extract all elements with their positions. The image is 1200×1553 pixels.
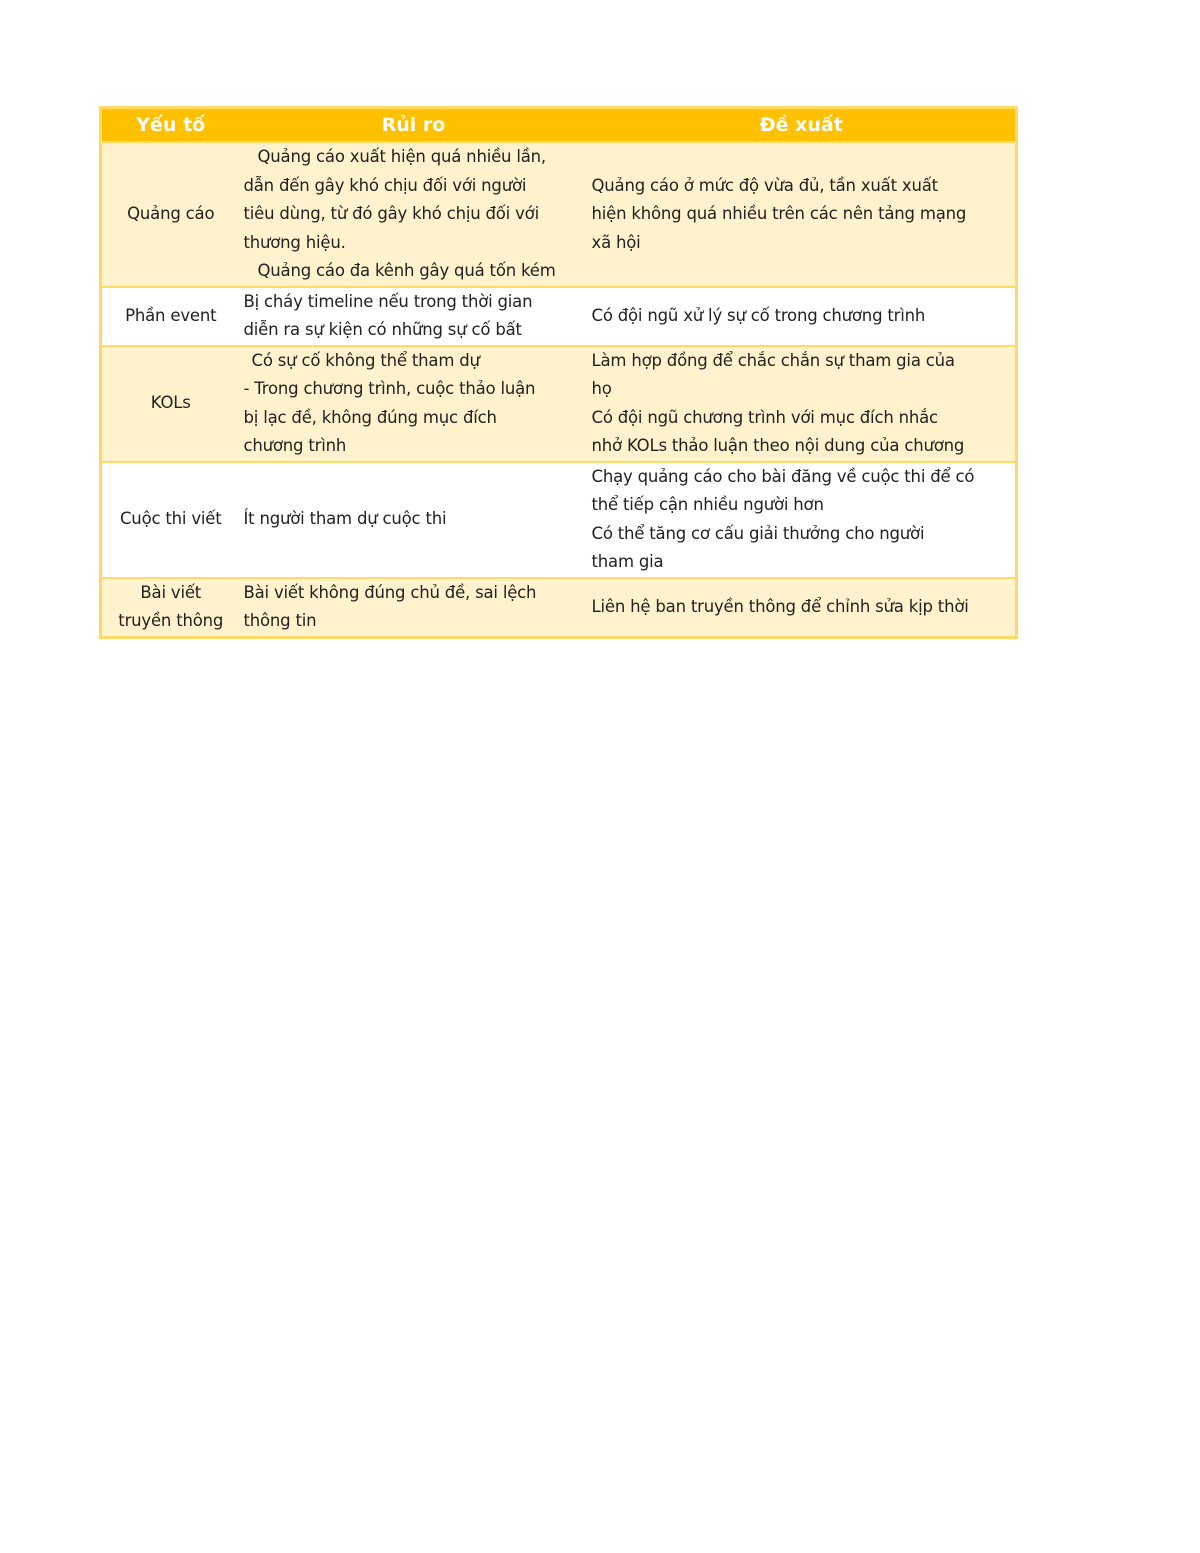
table-row — [101, 142, 1017, 287]
risk-line: tiêu dùng, từ đó gây khó chịu đối với — [243, 204, 539, 223]
proposal-line: tham gia — [591, 552, 664, 571]
risk-line: Quảng cáo xuất hiện quá nhiều lần, — [257, 147, 546, 166]
risk-line: Bị cháy timeline nếu trong thời gian — [243, 291, 533, 311]
risk-line: - Trong chương trình, cuộc thảo luận — [243, 379, 536, 398]
table-row — [101, 462, 1017, 578]
proposal-cell — [588, 346, 1017, 462]
risk-table — [99, 106, 1018, 639]
factor-text: Bài viết — [140, 582, 202, 602]
factor-cell — [101, 462, 240, 578]
proposal-line: Làm hợp đồng để chắc chắn sự tham gia của — [591, 350, 955, 370]
risk-cell — [240, 346, 588, 462]
proposal-line: Quảng cáo ở mức độ vừa đủ, tần xuất xuất — [591, 175, 938, 195]
risk-line: Có sự cố không thể tham dự — [251, 350, 480, 370]
proposal-cell — [588, 287, 1017, 346]
header-factor: Yếu tố — [101, 108, 240, 143]
header-risk: Rủi ro — [240, 108, 588, 143]
risk-line: thông tin — [243, 611, 317, 630]
proposal-line: hiện không quá nhiều trên các nên tảng mạng — [591, 204, 967, 223]
risk-cell — [240, 142, 588, 287]
factor-text: KOLs — [150, 393, 191, 413]
factor-cell — [101, 287, 240, 346]
table-header-row — [101, 108, 1017, 143]
factor-text: Phần event — [125, 305, 217, 325]
risk-cell — [240, 578, 588, 638]
risk-line: diễn ra sự kiện có những sự cố bất — [243, 320, 522, 339]
factor-cell — [101, 142, 240, 287]
factor-cell — [101, 346, 240, 462]
factor-text: Cuộc thi viết — [119, 509, 222, 529]
proposal-line: Có thể tăng cơ cấu giải thưởng cho người — [591, 523, 925, 543]
header-proposal: Đề xuất — [588, 108, 1017, 143]
risk-cell — [240, 287, 588, 346]
proposal-cell — [588, 462, 1017, 578]
table-row — [101, 287, 1017, 346]
risk-table-container — [99, 106, 1015, 639]
factor-cell — [101, 578, 240, 638]
proposal-line: nhở KOLs thảo luận theo nội dung của chương — [591, 436, 965, 455]
risk-line: thương hiệu. — [243, 232, 346, 252]
table-row — [101, 578, 1017, 638]
proposal-line: xã hội — [591, 232, 641, 252]
risk-line: Quảng cáo đa kênh gây quá tốn kém — [257, 261, 556, 280]
proposal-line: Có đội ngũ chương trình với mục đích nhắc — [591, 407, 938, 427]
proposal-line: Có đội ngũ xử lý sự cố trong chương trình — [591, 305, 926, 325]
risk-line: chương trình — [243, 436, 347, 455]
table-row — [101, 346, 1017, 462]
risk-line: bị lạc đề, không đúng mục đích — [243, 407, 497, 427]
risk-line: dẫn đến gây khó chịu đối với người — [243, 175, 527, 195]
proposal-cell — [588, 578, 1017, 638]
proposal-line: Liên hệ ban truyền thông để chỉnh sửa kịp thời — [591, 596, 969, 616]
factor-text: truyền thông — [118, 611, 224, 630]
proposal-line: thể tiếp cận nhiều người hơn — [591, 495, 824, 514]
risk-cell — [240, 462, 588, 578]
risk-line: Bài viết không đúng chủ đề, sai lệch — [243, 582, 537, 602]
factor-text: Quảng cáo — [127, 204, 215, 223]
risk-line: Ít người tham dự cuộc thi — [243, 509, 447, 529]
proposal-line: Chạy quảng cáo cho bài đăng về cuộc thi để có — [591, 466, 975, 486]
proposal-line: họ — [591, 379, 612, 398]
proposal-cell — [588, 142, 1017, 287]
